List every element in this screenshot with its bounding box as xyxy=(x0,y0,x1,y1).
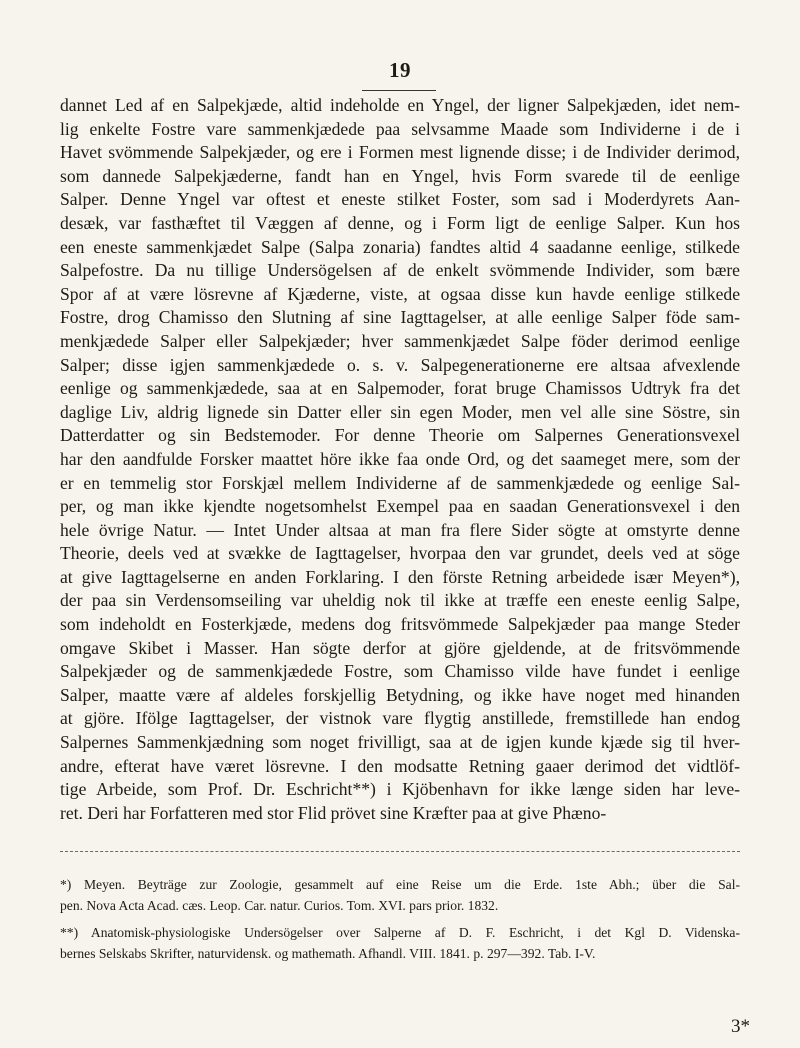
text-line: per, og man ikke kjendte nogetsomhelst Exempel paa en saadan Generationsvexel i den xyxy=(60,496,740,517)
text-line: een eneste sammenkjædet Salpe (Salpa zonaria) fandtes altid 4 saadanne eenlige, stilkede xyxy=(60,236,740,257)
text-line: Datterdatter og sin Bedstemoder. For denne Theorie om Salpernes Generationsvexel xyxy=(60,425,740,446)
text-line: menkjædede Salper eller Salpekjæder; hver sammenkjædet Salpe föder derimod eenlige xyxy=(60,330,740,351)
footnote-eschricht-line: bernes Selskabs Skrifter, naturvidensk. og mathemath. Afhandl. VIII. 1841. p. 297—392. Tab. I-V. xyxy=(60,946,596,961)
text-line: Theorie, deels ved at svække de Iagttagelser, hvorpaa den var grundet, deels ved at söge xyxy=(60,543,740,564)
footnote-divider xyxy=(60,851,740,852)
text-line: ret. Deri har Forfatteren med stor Flid prövet sine Kræfter paa at give Phæno- xyxy=(60,802,607,823)
text-line: Salper. Denne Yngel var oftest et eneste stilket Foster, som sad i Moderdyrets Aan- xyxy=(60,189,740,210)
text-line: Salper, maatte være af aldeles forskjellig Betydning, og ikke have noget med hinanden xyxy=(60,684,740,705)
footnotes xyxy=(60,874,740,964)
page-number: 19 xyxy=(389,58,411,82)
text-line: tige Arbeide, som Prof. Dr. Eschricht**) i Kjöbenhavn for ikke længe siden har leve- xyxy=(60,779,740,800)
text-line: der paa sin Verdensomseiling var uheldig nok til ikke at træffe een eneste eenlig Salpe, xyxy=(60,590,740,611)
text-line: som dannede Salpekjæderne, fandt han en Yngel, hvis Form svarede til de eenlige xyxy=(60,165,740,186)
signature-mark: 3* xyxy=(731,1016,750,1037)
text-line: som indeholdt en Fosterkjæde, medens dog fritsvömmede Salpekjæder paa mange Steder xyxy=(60,614,740,635)
text-line: Salpernes Sammenkjædning som noget frivilligt, saa at de igjen kunde kjæde sig til hver- xyxy=(60,732,740,753)
text-line: eenlige og sammenkjædede, saa at en Salpemoder, forat bruge Chamissos Udtryk fra det xyxy=(60,378,740,399)
text-line: er en temmelig stor Forskjæl mellem Individerne af de sammenkjædede og eenlige Sal- xyxy=(60,472,740,493)
text-line: dannet Led af en Salpekjæde, altid indeholde en Yngel, der ligner Salpekjæden, idet nem- xyxy=(60,95,740,115)
page-number-rule xyxy=(362,90,436,91)
text-line: hele övrige Natur. — Intet Under altsaa at man fra flere Sider sögte at omstyrte denne xyxy=(60,519,740,540)
text-line: omgave Skibet i Masser. Han sögte derfor at gjöre gjeldende, at de fritsvömmende xyxy=(60,637,740,658)
text-line: Salpefostre. Da nu tillige Undersögelsen af de enkelt svömmende Individer, som bære xyxy=(60,260,740,281)
text-line: daglige Liv, aldrig lignede sin Datter eller sin egen Moder, men vel alle sine Söstre, sin xyxy=(60,401,740,422)
text-line: Salper; disse igjen sammenkjædede o. s. v. Salpegenerationerne ere altsaa afvexlende xyxy=(60,354,740,375)
text-line: Havet svömmende Salpekjæder, og ere i Formen mest lignende disse; i de Individer derimod, xyxy=(60,142,740,163)
text-line: Fostre, drog Chamisso den Slutning af sine Iagttagelser, at alle eenlige Salper föde sam- xyxy=(60,307,740,328)
text-line: Salpekjæder og de sammenkjædede Fostre, som Chamisso vilde have fundet i eenlige xyxy=(60,661,740,682)
footnote-meyen-line: *) Meyen. Beyträge zur Zoologie, gesammelt auf eine Reise um die Erde. 1ste Abh.; über die Sal- xyxy=(60,877,740,892)
text-line: lig enkelte Fostre vare sammenkjædede paa selvsamme Maade som Individerne i de i xyxy=(60,118,740,139)
text-line: har den aandfulde Forsker maattet höre ikke faa onde Ord, og det saameget mere, som der xyxy=(60,448,740,469)
footnote-meyen-line: pen. Nova Acta Acad. cæs. Leop. Car. natur. Curios. Tom. XVI. pars prior. 1832. xyxy=(60,898,499,913)
text-line: desæk, var fasthæftet til Væggen af denne, og i Form ligt de eenlige Salper. Kun hos xyxy=(60,212,740,233)
text-line: at gjöre. Ifölge Iagttagelser, der vistnok vare flygtig anstillede, fremstillede han endog xyxy=(60,708,740,729)
footnote-eschricht-line: **) Anatomisk-physiologiske Undersögelser over Salperne af D. F. Eschricht, i det Kgl D. Videnska- xyxy=(60,925,740,940)
text-line: at give Iagttagelserne en anden Forklaring. I den förste Retning arbeidede især Meyen*), xyxy=(60,566,740,587)
text-line: andre, efterat have været lösrevne. I den modsatte Retning gaaer derimod det vidtlöf- xyxy=(60,755,740,776)
text-line: Spor af at være lösrevne af Kjæderne, viste, at ogsaa disse kun havde eenlige stilkede xyxy=(60,283,740,304)
body-text xyxy=(60,94,740,825)
